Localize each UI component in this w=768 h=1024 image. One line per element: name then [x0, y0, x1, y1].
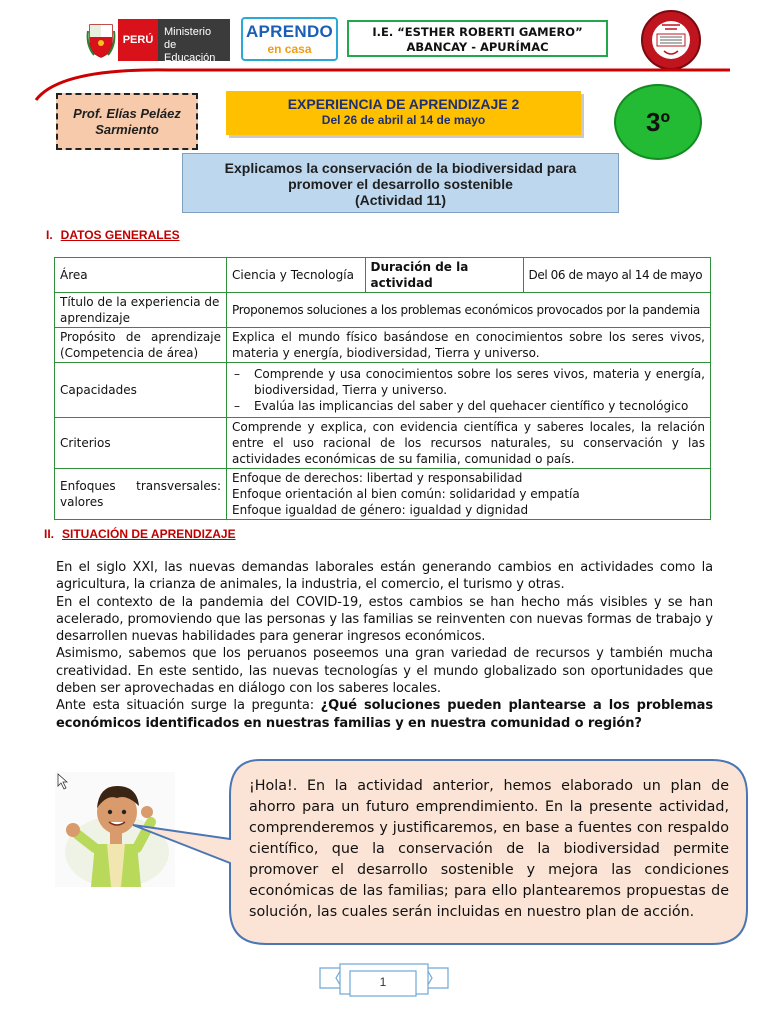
capacities-label-cell: Capacidades: [55, 363, 227, 418]
table-row-experience-title: [55, 293, 711, 328]
capacities-value-cell: [227, 363, 711, 418]
situation-paragraph-3: Asimismo, sabemos que los peruanos poseemos una gran variedad de recursos y también mucha creatividad. En este sentido, las nuevas tecnologías y el mundo globalizado son oportunidades que deben ser aprovechadas en diálogo con los saberes locales.: [56, 646, 713, 697]
criteria-label-cell: Criterios: [55, 418, 227, 469]
page-header: [0, 0, 768, 80]
ministerio-label: [158, 19, 230, 64]
purpose-label-cell: Propósito de aprendizaje (Competencia de área): [55, 328, 227, 363]
aprendo-line2: en casa: [267, 42, 312, 56]
teacher-name-line2: Sarmiento: [95, 122, 159, 137]
list-item: Enfoque igualdad de género: igualdad y dignidad: [232, 503, 529, 517]
ministerio-line1: Ministerio: [164, 26, 212, 38]
table-row-capacities: [55, 363, 711, 418]
peru-coat-of-arms-icon: [84, 19, 118, 61]
situation-text: [56, 559, 713, 732]
situation-paragraph-2: En el contexto de la pandemia del COVID-19, estos cambios se han hecho más visibles y se han acelerado, promoviendo que las personas y las familias se reinventen con nuevas formas de trabajo y desarrollen nuevas habilidades para generar ingresos económicos.: [56, 594, 713, 645]
section-heading-situacion: [44, 527, 236, 541]
school-location: ABANCAY - APURÍMAC: [406, 40, 549, 54]
table-row-area: [55, 258, 711, 293]
school-name-box: [347, 20, 608, 57]
section-heading-datos-generales: [46, 228, 180, 242]
approaches-value-cell: [227, 469, 711, 520]
teacher-name-line1: Prof. Elías Peláez: [73, 106, 181, 121]
activity-title-line1: Explicamos la conservación de la biodiversidad para: [224, 160, 577, 176]
speech-bubble-text: ¡Hola!. En la actividad anterior, hemos elaborado un plan de ahorro para un futuro emprendimiento. En la presente actividad, comprenderemos y justificaremos, en base a fuentes con respaldo científico, que la conservación de la biodiversidad permite promover el desarrollo sostenible y mejora las condiciones económicas de las familias; para ello plantearemos propuestas de solución, las cuales serán incluidas en nuestro plan de acción.: [249, 778, 729, 920]
duration-value-cell: Del 06 de mayo al 14 de mayo: [528, 268, 703, 282]
challenge-question: ¿Qué soluciones pueden plantearse a los problemas económicos identificados en nuestras familias y en nuestra comunidad o región?: [56, 698, 713, 731]
criteria-value-cell: Comprende y explica, con evidencia científica y saberes locales, la relación entre el uso racional de los recursos naturales, su conservación y las actividades económicas de su familia, comunidad o país.: [227, 418, 711, 469]
section-number: II.: [44, 527, 55, 541]
school-name: I.E. “ESTHER ROBERTI GAMERO”: [372, 25, 583, 39]
table-row-criteria: [55, 418, 711, 469]
experience-title-value-cell: Proponemos soluciones a los problemas económicos provocados por la pandemia: [227, 293, 711, 328]
question-intro: Ante esta situación surge la pregunta:: [56, 698, 321, 714]
section-title: SITUACIÓN DE APRENDIZAJE: [62, 527, 236, 541]
purpose-value-cell: Explica el mundo físico basándose en conocimientos sobre los seres vivos, materia y energía, biodiversidad, Tierra y universo.: [227, 328, 711, 363]
general-data-table: [54, 257, 711, 520]
situation-question-paragraph: [56, 697, 713, 732]
experience-banner: [226, 91, 581, 135]
ministerio-line2: de Educación: [164, 39, 216, 64]
list-item: – Evalúa las implicancias del saber y del quehacer científico y tecnológico: [232, 398, 705, 414]
table-row-approaches: [55, 469, 711, 520]
experience-title: EXPERIENCIA DE APRENDIZAJE 2: [287, 96, 520, 112]
table-row-purpose: [55, 328, 711, 363]
list-item: – Comprende y usa conocimientos sobre los seres vivos, materia y energía, biodiversidad, Tierra y universo.: [232, 366, 705, 398]
activity-title-line2: promover el desarrollo sostenible: [288, 176, 513, 192]
teacher-name-box: [56, 93, 198, 150]
situation-paragraph-1: En el siglo XXI, las nuevas demandas laborales están generando cambios en actividades como la agricultura, la crianza de animales, la industria, el comercio, el turismo y otras.: [56, 560, 713, 593]
list-item: Enfoque de derechos: libertad y responsabilidad: [232, 471, 523, 485]
peru-label: PERÚ: [118, 19, 158, 61]
area-label-cell: Área: [55, 258, 227, 293]
section-number: I.: [46, 228, 53, 242]
activity-title-box: [182, 153, 619, 213]
aprendo-line1: APRENDO: [245, 22, 334, 41]
area-value-cell: Ciencia y Tecnología: [227, 258, 365, 292]
experience-title-label-cell: Título de la experiencia de aprendizaje: [55, 293, 227, 328]
aprendo-en-casa-logo: [241, 17, 338, 61]
grade-badge: 3º: [614, 84, 702, 160]
duration-label-cell: Duración de la actividad: [365, 258, 523, 292]
activity-title-line3: (Actividad 11): [354, 192, 447, 208]
section-title: DATOS GENERALES: [60, 228, 180, 242]
area-row-cell: [227, 258, 711, 293]
approaches-label-cell: Enfoques transversales: valores: [55, 469, 227, 520]
area-row-inner: [227, 258, 710, 292]
list-item: Enfoque orientación al bien común: solidaridad y empatía: [232, 487, 580, 501]
experience-dates: Del 26 de abril al 14 de mayo: [321, 113, 486, 127]
area-row-inner-row: [227, 258, 710, 292]
capacities-list: [232, 366, 705, 414]
page-number: 1: [379, 975, 387, 989]
minedu-logo: [84, 19, 230, 64]
